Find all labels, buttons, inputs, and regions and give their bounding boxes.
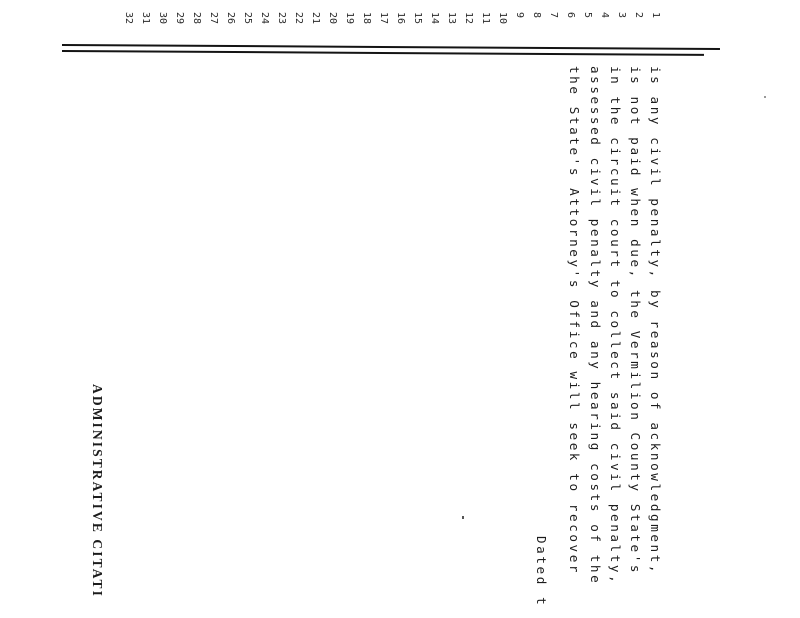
line-number: 6 — [565, 12, 576, 19]
body-text-line: assessed civil penalty and any hearing costs of the — [588, 66, 603, 586]
line-number: 24 — [259, 12, 270, 25]
line-number: 13 — [446, 12, 457, 25]
line-number: 32 — [123, 12, 134, 25]
margin-rule-bottom — [62, 50, 704, 55]
line-number: 19 — [344, 12, 355, 25]
line-number: 25 — [242, 12, 253, 25]
line-number: 12 — [463, 12, 474, 25]
line-number: 26 — [225, 12, 236, 25]
line-number: 17 — [378, 12, 389, 25]
line-number: 27 — [208, 12, 219, 25]
line-number: 14 — [429, 12, 440, 25]
line-number: 11 — [480, 12, 491, 25]
line-number: 16 — [395, 12, 406, 25]
line-number: 15 — [412, 12, 423, 25]
line-number: 3 — [616, 12, 627, 19]
dated-label: Dated t — [534, 536, 549, 608]
line-number: 10 — [497, 12, 508, 25]
line-number: 5 — [582, 12, 593, 19]
line-number: 4 — [599, 12, 610, 19]
line-number: 8 — [531, 12, 542, 19]
body-text-line: is any civil penalty, by reason of acknowledgment, — [648, 66, 663, 576]
scan-speck — [462, 516, 464, 519]
line-number: 29 — [174, 12, 185, 25]
line-number: 21 — [310, 12, 321, 25]
body-text-line: the State's Attorney's Office will seek to recover — [567, 66, 582, 576]
body-text-line: is not paid when due, the Vermilion County State's — [628, 66, 643, 576]
line-number: 31 — [140, 12, 151, 25]
line-number: 18 — [361, 12, 372, 25]
line-number: 9 — [514, 12, 525, 19]
document-footer-title: ADMINISTRATIVE CITATI — [90, 384, 105, 599]
line-number: 2 — [633, 12, 644, 19]
line-number: 23 — [276, 12, 287, 25]
line-number: 7 — [548, 12, 559, 19]
line-number: 1 — [650, 12, 661, 19]
line-number: 28 — [191, 12, 202, 25]
body-text-line: in the circuit court to collect said civil penalty, — [608, 66, 623, 586]
margin-rule-top — [62, 44, 720, 50]
line-number: 20 — [327, 12, 338, 25]
line-number: 30 — [157, 12, 168, 25]
line-number: 22 — [293, 12, 304, 25]
scan-speck — [764, 96, 766, 98]
